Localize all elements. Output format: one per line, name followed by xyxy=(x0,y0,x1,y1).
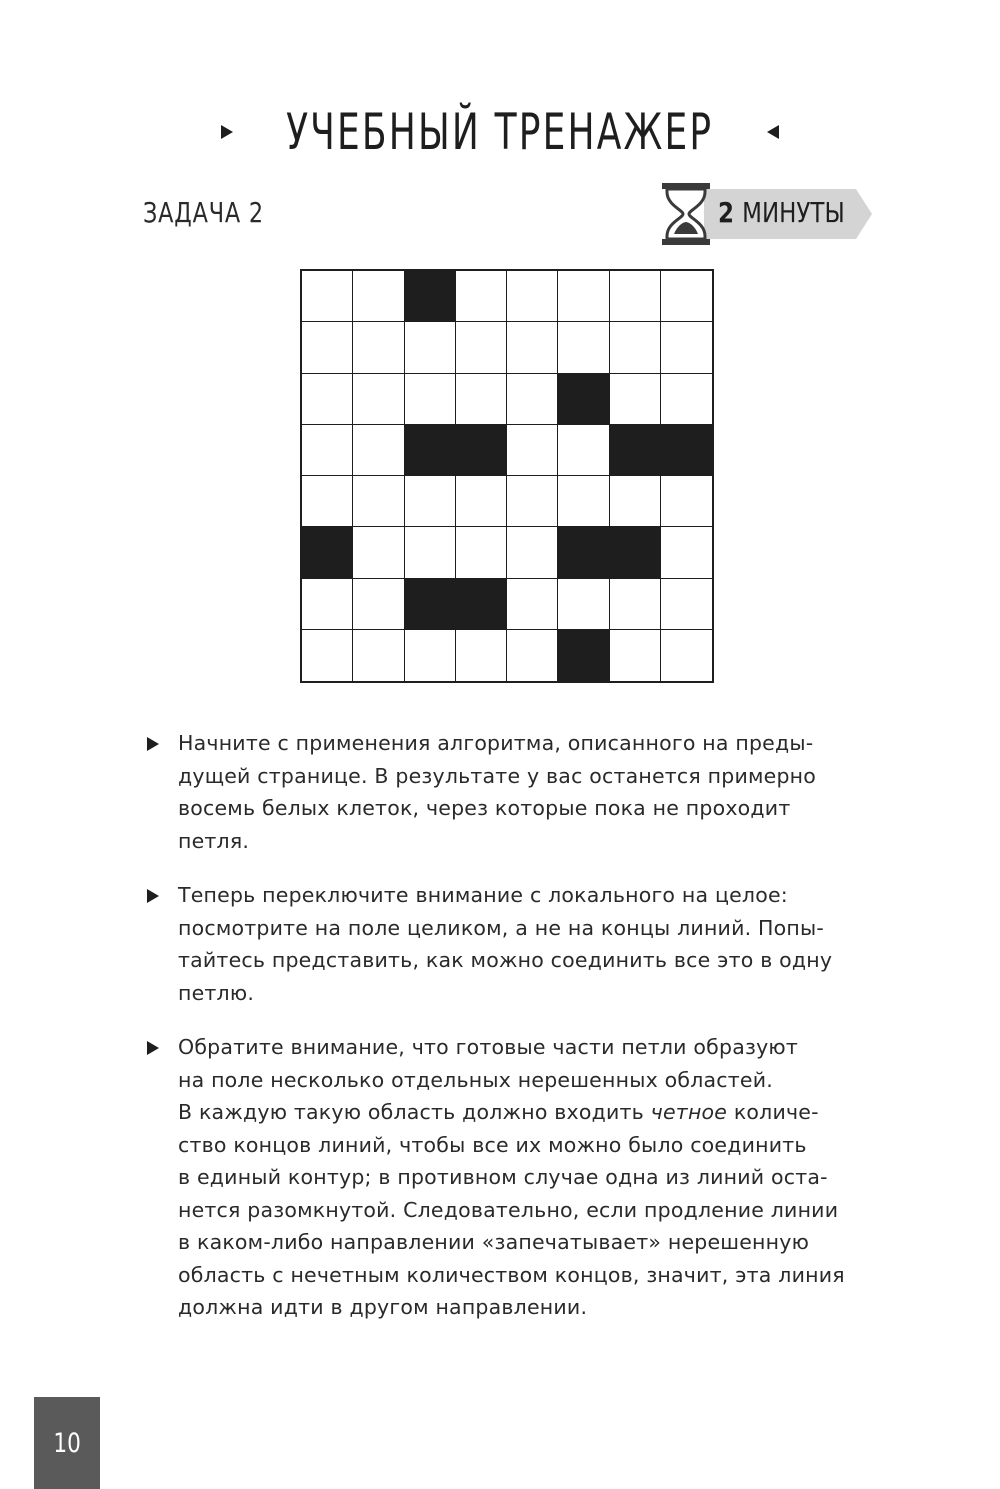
instruction-line: область с нечетным количеством концов, значит, эта линия xyxy=(178,1262,845,1287)
grid-cell-white xyxy=(558,476,609,527)
grid-cell-white xyxy=(661,630,712,681)
grid-cell-white xyxy=(302,322,353,373)
grid-cell-black xyxy=(558,630,609,681)
title-row xyxy=(0,92,1000,172)
grid-cell-white xyxy=(353,579,404,630)
grid-cell-white xyxy=(353,271,404,322)
grid-cell-white xyxy=(456,271,507,322)
instruction-line-start: В каждую такую область должно входить xyxy=(178,1100,644,1124)
grid-cell-white xyxy=(661,374,712,425)
grid-cell-white xyxy=(405,630,456,681)
grid-cell-white xyxy=(405,476,456,527)
grid-cell-white xyxy=(507,322,558,373)
instruction-line: Начните с применения алгоритма, описанного на преды- xyxy=(178,731,814,755)
grid-cell-black xyxy=(610,425,661,476)
grid-cell-white xyxy=(507,476,558,527)
grid-cell-white xyxy=(507,271,558,322)
bullet-arrow-icon xyxy=(147,889,159,903)
puzzle-grid xyxy=(300,269,714,683)
grid-cell-white xyxy=(507,630,558,681)
instruction-line: в единый контур; в противном случае одна из линий оста- xyxy=(178,1165,828,1189)
grid-cell-white xyxy=(661,322,712,373)
grid-cell-white xyxy=(507,374,558,425)
grid-cell-black xyxy=(302,527,353,578)
grid-cell-white xyxy=(456,476,507,527)
grid-cell-black xyxy=(558,527,609,578)
grid-cell-white xyxy=(353,322,404,373)
grid-cell-white xyxy=(353,630,404,681)
grid-cell-white xyxy=(302,579,353,630)
grid-cell-white xyxy=(610,476,661,527)
grid-cell-white xyxy=(558,425,609,476)
instruction-line: восемь белых клеток, через которые пока не проходит xyxy=(178,796,791,820)
instruction-line: Теперь переключите внимание с локального на целое: xyxy=(178,883,788,907)
grid-cell-white xyxy=(302,630,353,681)
grid-cell-white xyxy=(405,374,456,425)
grid-cell-black xyxy=(456,579,507,630)
instruction-line: посмотрите на поле целиком, а не на концы линий. Попы- xyxy=(178,915,824,940)
instruction-line: Обратите внимание, что готовые части петли образуют xyxy=(178,1035,799,1059)
grid-cell-black xyxy=(610,527,661,578)
grid-cell-black xyxy=(405,579,456,630)
grid-cell-white xyxy=(507,527,558,578)
grid-cell-white xyxy=(558,579,609,630)
instruction-line: в каком-либо направлении «запечатывает» нерешенную xyxy=(178,1230,810,1254)
instruction-item xyxy=(142,879,882,1009)
grid-cell-white xyxy=(456,630,507,681)
instruction-list xyxy=(142,727,882,1346)
instruction-line: петля. xyxy=(178,828,250,853)
grid-cell-white xyxy=(661,579,712,630)
grid-cell-white xyxy=(610,322,661,373)
grid-cell-black xyxy=(558,374,609,425)
instruction-line-end: количе- xyxy=(733,1100,819,1124)
grid-cell-white xyxy=(661,271,712,322)
grid-cell-white xyxy=(456,527,507,578)
grid-cell-white xyxy=(353,476,404,527)
grid-cell-white xyxy=(353,425,404,476)
bullet-arrow-icon xyxy=(147,737,159,751)
instruction-line: дущей странице. В результате у вас останется примерно xyxy=(178,763,817,788)
grid-cell-white xyxy=(558,271,609,322)
grid-cell-white xyxy=(456,374,507,425)
grid-cell-white xyxy=(405,527,456,578)
grid-cell-white xyxy=(353,527,404,578)
grid-cell-black xyxy=(405,271,456,322)
instruction-line: нется разомкнутой. Следовательно, если продление линии xyxy=(178,1197,839,1222)
grid-cell-white xyxy=(507,579,558,630)
grid-cell-black xyxy=(405,425,456,476)
instruction-line: ство концов линий, чтобы все их можно было соединить xyxy=(178,1132,807,1157)
timer-unit: МИНУТЫ xyxy=(742,196,845,229)
grid-cell-white xyxy=(302,425,353,476)
grid-cell-white xyxy=(610,374,661,425)
page-number-tab xyxy=(34,1397,100,1489)
grid-cell-white xyxy=(302,374,353,425)
instruction-line: тайтесь представить, как можно соединить все это в одну xyxy=(178,948,833,972)
instruction-line: должна идти в другом направлении. xyxy=(178,1295,588,1319)
grid-cell-white xyxy=(353,374,404,425)
grid-cell-white xyxy=(507,425,558,476)
grid-cell-white xyxy=(610,630,661,681)
grid-cell-white xyxy=(661,476,712,527)
grid-cell-white xyxy=(302,476,353,527)
grid-cell-white xyxy=(558,322,609,373)
timer-label xyxy=(718,196,845,229)
page-number: 10 xyxy=(53,1427,81,1459)
instruction-item xyxy=(142,1031,882,1324)
instruction-line: на поле несколько отдельных нерешенных областей. xyxy=(178,1067,773,1092)
timer-badge xyxy=(660,183,875,245)
grid-cell-white xyxy=(405,322,456,373)
instruction-line: петлю. xyxy=(178,980,255,1005)
task-label: ЗАДАЧА 2 xyxy=(143,196,264,229)
grid-cell-white xyxy=(456,322,507,373)
grid-cell-white xyxy=(610,579,661,630)
emphasis-word: четное xyxy=(650,1100,728,1124)
grid-cell-white xyxy=(610,271,661,322)
timer-value: 2 xyxy=(718,196,734,229)
bullet-arrow-icon xyxy=(147,1041,159,1055)
grid-cell-white xyxy=(661,527,712,578)
instruction-item xyxy=(142,727,882,857)
arrow-left-icon xyxy=(767,125,779,139)
grid-cell-black xyxy=(456,425,507,476)
page-title: УЧЕБНЫЙ ТРЕНАЖЕР xyxy=(286,103,714,161)
arrow-right-icon xyxy=(221,125,233,139)
hourglass-icon xyxy=(662,183,710,245)
instruction-line xyxy=(178,1096,882,1129)
grid-cell-white xyxy=(302,271,353,322)
grid-cell-black xyxy=(661,425,712,476)
